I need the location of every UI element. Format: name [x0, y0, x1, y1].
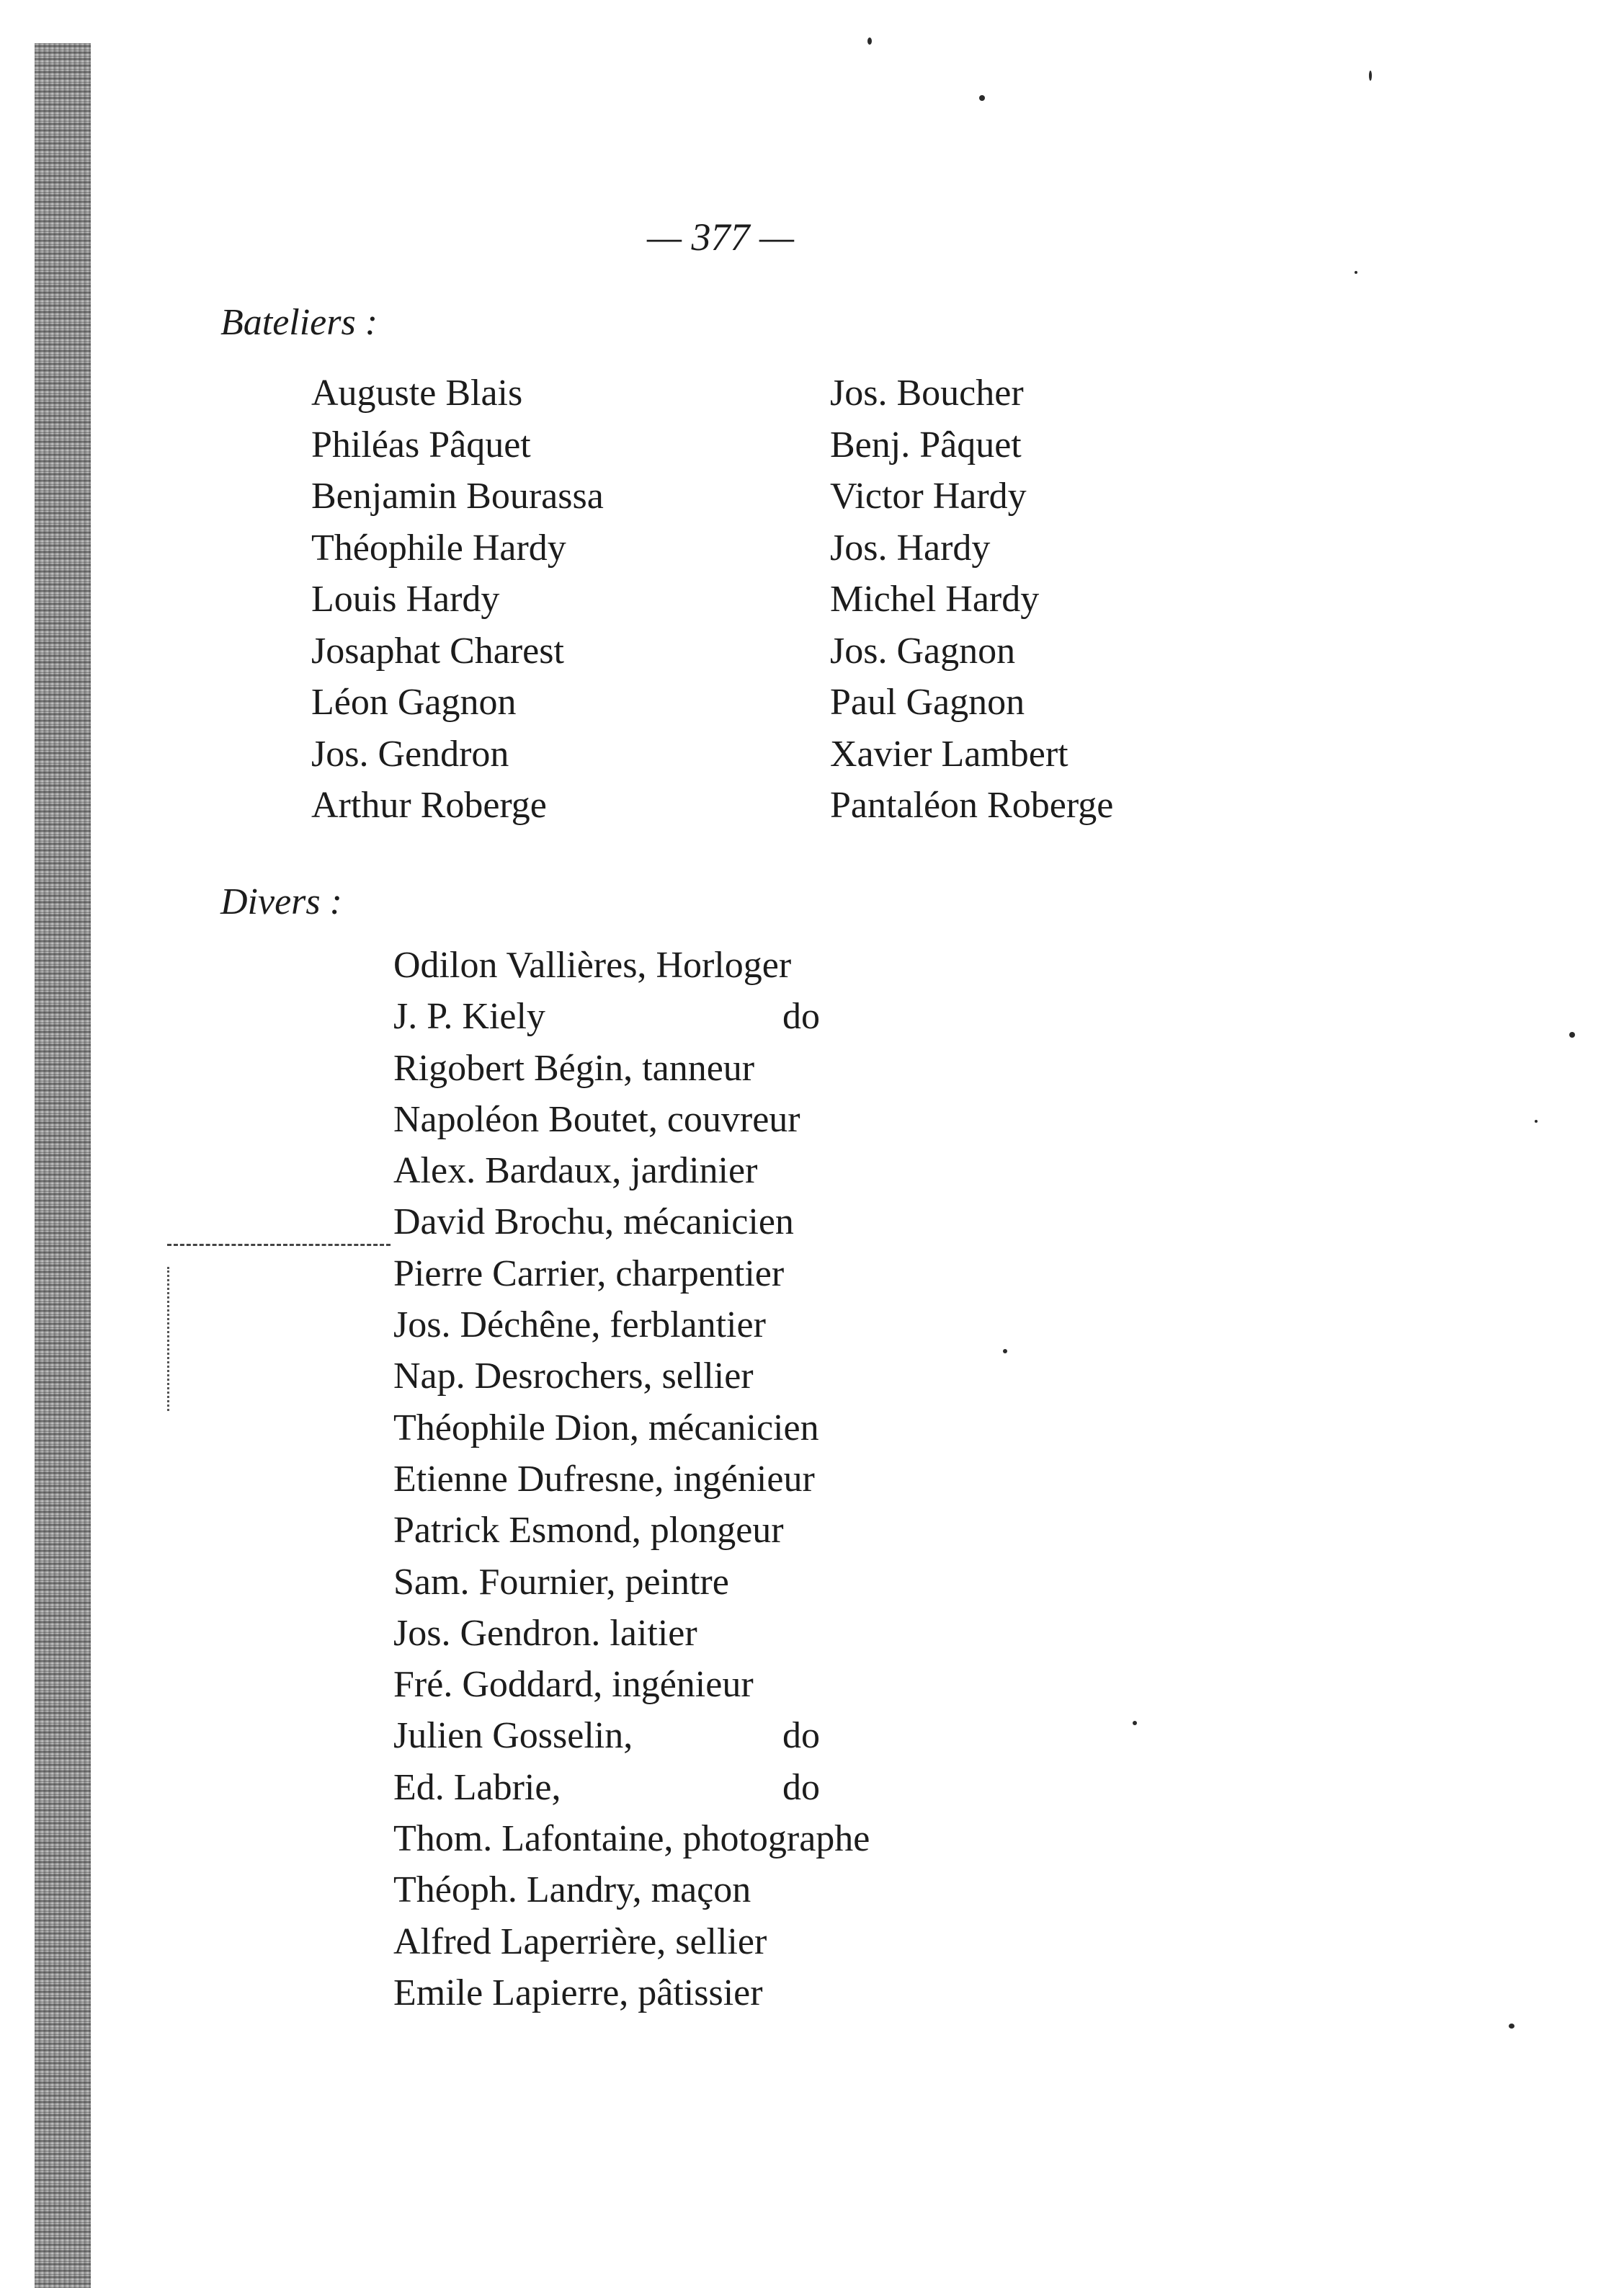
list-item: Michel Hardy: [830, 579, 1040, 620]
list-item: Auguste Blais: [311, 373, 523, 414]
person-name: Alex. Bardaux,: [393, 1150, 622, 1192]
list-item: [393, 1402, 870, 1454]
occupation: pâtissier: [628, 1972, 763, 2013]
section-heading-bateliers: Bateliers :: [220, 302, 378, 343]
ditto-mark: do: [782, 996, 820, 1038]
occupation: laitier: [600, 1612, 697, 1654]
person-name: Jos. Déchêne,: [393, 1304, 601, 1346]
list-item: [393, 991, 870, 1042]
occupation: Horloger: [646, 945, 792, 986]
person-name: Ed. Labrie,: [393, 1766, 561, 1808]
scan-speck: [979, 95, 985, 101]
person-name: Alfred Laperrière,: [393, 1920, 666, 1962]
list-item: [393, 1813, 870, 1864]
list-item: Jos. Gendron: [311, 733, 509, 775]
occupation: couvreur: [657, 1098, 800, 1140]
list-item: Jos. Hardy: [830, 527, 991, 569]
list-item: Arthur Roberge: [311, 785, 547, 826]
list-item: [393, 1557, 870, 1608]
scan-speck: [1355, 271, 1357, 274]
person-name: Napoléon Boutet,: [393, 1098, 658, 1140]
person-name: J. P. Kiely: [393, 996, 545, 1038]
person-name: Etienne Dufresne,: [393, 1458, 664, 1500]
occupation: ingénieur: [602, 1664, 754, 1706]
list-item: [393, 1762, 870, 1813]
person-name: Thom. Lafontaine,: [393, 1818, 674, 1860]
list-item: [393, 1454, 870, 1505]
list-item: Benjamin Bourassa: [311, 476, 604, 517]
person-name: Fré. Goddard,: [393, 1664, 603, 1706]
list-item: [393, 1094, 870, 1145]
list-item: [393, 1350, 870, 1402]
person-name: Emile Lapierre,: [393, 1972, 629, 2013]
list-item: Léon Gagnon: [311, 682, 517, 723]
scan-speck: [1369, 71, 1372, 81]
occupation: jardinier: [621, 1150, 758, 1192]
person-name: Pierre Carrier,: [393, 1252, 607, 1294]
list-item: [393, 1710, 870, 1761]
list-item: Xavier Lambert: [830, 733, 1068, 775]
person-name: Nap. Desrochers,: [393, 1356, 653, 1397]
divers-list: [393, 940, 870, 2018]
person-name: Théoph. Landry,: [393, 1869, 642, 1911]
scan-dot-column: [167, 1267, 169, 1411]
occupation: photographe: [673, 1818, 870, 1860]
list-item: Pantaléon Roberge: [830, 785, 1114, 826]
scan-speck: [1003, 1349, 1007, 1353]
person-name: Odilon Vallières,: [393, 945, 647, 986]
list-item: Benj. Pâquet: [830, 424, 1022, 466]
list-item: [393, 940, 870, 991]
list-item: [393, 1608, 870, 1659]
list-item: [393, 1505, 870, 1556]
ditto-mark: do: [782, 1766, 820, 1808]
list-item: Jos. Gagnon: [830, 630, 1016, 672]
occupation: charpentier: [606, 1252, 785, 1294]
occupation: sellier: [666, 1920, 767, 1962]
person-name: Rigobert Bégin,: [393, 1047, 633, 1089]
person-name: David Brochu,: [393, 1201, 615, 1243]
list-item: [393, 1145, 870, 1196]
list-item: [393, 1967, 870, 2018]
list-item: Théophile Hardy: [311, 527, 566, 569]
occupation: maçon: [641, 1869, 751, 1911]
person-name: Sam. Fournier,: [393, 1561, 616, 1603]
section-heading-divers: Divers :: [220, 881, 342, 922]
occupation: ingénieur: [664, 1458, 815, 1500]
page-number: — 377 —: [646, 215, 795, 259]
occupation: mécanicien: [638, 1407, 819, 1448]
person-name: Julien Gosselin,: [393, 1715, 633, 1757]
occupation: tanneur: [633, 1047, 755, 1089]
person-name: Jos. Gendron.: [393, 1612, 601, 1654]
book-binding-edge: [35, 43, 91, 2288]
occupation: mécanicien: [614, 1201, 794, 1243]
list-item: [393, 1196, 870, 1247]
list-item: [393, 1659, 870, 1710]
list-item: [393, 1248, 870, 1299]
list-item: [393, 1043, 870, 1094]
list-item: Louis Hardy: [311, 579, 500, 620]
scan-speck: [1133, 1721, 1137, 1725]
bateliers-left-column: [311, 368, 604, 832]
occupation: plongeur: [641, 1510, 784, 1552]
scan-speck: [1509, 2024, 1514, 2029]
occupation: peintre: [615, 1561, 729, 1603]
scan-speck: [1535, 1120, 1538, 1123]
person-name: Théophile Dion,: [393, 1407, 639, 1448]
list-item: Jos. Boucher: [830, 373, 1024, 414]
occupation: sellier: [652, 1356, 754, 1397]
bateliers-right-column: [830, 368, 1113, 832]
list-item: Josaphat Charest: [311, 630, 564, 672]
list-item: [393, 1916, 870, 1967]
list-item: [393, 1299, 870, 1350]
ditto-mark: do: [782, 1715, 820, 1757]
list-item: Paul Gagnon: [830, 682, 1025, 723]
occupation: ferblantier: [600, 1304, 766, 1346]
list-item: [393, 1864, 870, 1915]
person-name: Patrick Esmond,: [393, 1510, 641, 1552]
scan-speck: [1569, 1032, 1575, 1038]
list-item: Victor Hardy: [830, 476, 1027, 517]
scan-speck: [867, 37, 872, 45]
scan-dash-line: [167, 1244, 391, 1246]
list-item: Philéas Pâquet: [311, 424, 531, 466]
